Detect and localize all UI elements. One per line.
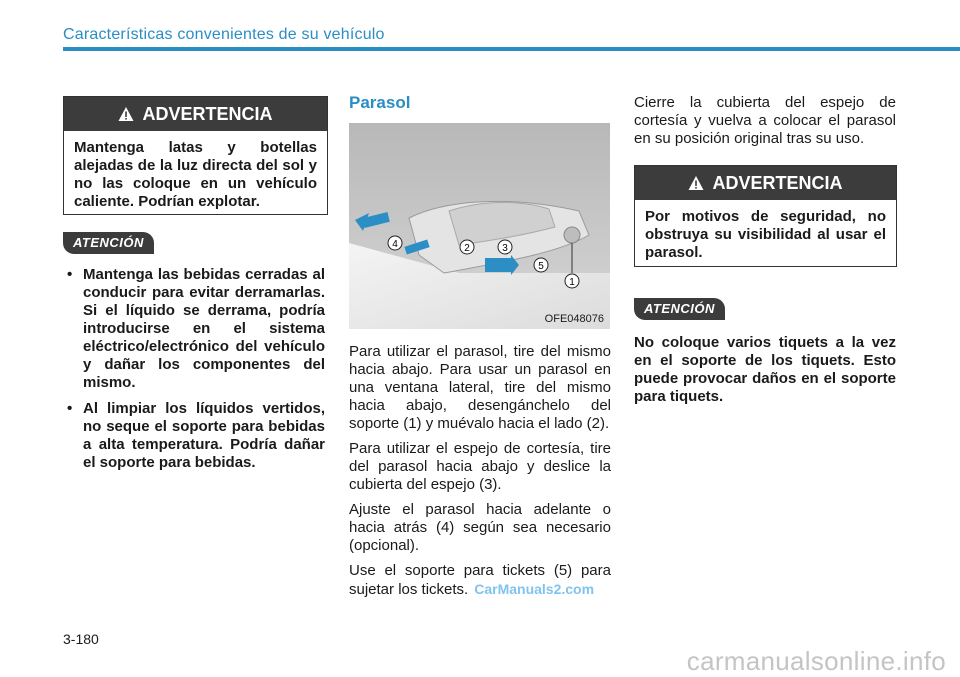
site-watermark: carmanualsonline.info	[686, 646, 946, 676]
sunvisor-illustration	[349, 123, 610, 329]
section-header-title: Características convenientes de su vehículo	[63, 26, 385, 43]
paragraph-with-watermark	[349, 562, 611, 599]
caution-tag-right: ATENCIÓN	[634, 298, 725, 320]
callout-3: 3	[502, 243, 508, 254]
caution-tag-left: ATENCIÓN	[63, 232, 154, 254]
callout-2: 2	[464, 243, 470, 254]
header-rule	[63, 47, 960, 51]
page-number: 3-180	[63, 631, 99, 647]
warning-triangle-icon	[688, 175, 704, 191]
figure-code: OFE048076	[544, 313, 604, 325]
inline-watermark: CarManuals2.com	[474, 581, 595, 597]
callout-4: 4	[392, 239, 398, 250]
caution-item: • Al limpiar los líquidos vertidos, no seque el soporte para bebidas a alta temperatura. Podría dañar el soporte para bebidas.	[63, 400, 325, 472]
section-title: Parasol	[349, 93, 411, 112]
warning-box-left	[63, 96, 328, 215]
warning-text: Mantenga latas y botellas alejadas de la luz directa del sol y no las coloque en un vehículo caliente. Podrían explotar.	[74, 139, 317, 210]
warning-text: Por motivos de seguridad, no obstruya su visibilidad al usar el parasol.	[645, 208, 886, 261]
caution-item: • Mantenga las bebidas cerradas al conducir para evitar derramarlas. Si el líquido se derrama, podría introducirse en el sistema eléctrico/electrónico del vehículo y dañar los componentes del mismo.	[63, 266, 325, 392]
caution-text: No coloque varios tiquets a la vez en el soporte de los tiquets. Esto puede provocar daños en el soporte para tiquets.	[634, 334, 896, 405]
paragraph: Ajuste el parasol hacia adelante o hacia atrás (4) según sea necesario (opcional).	[349, 501, 611, 554]
callout-5: 5	[538, 261, 544, 272]
warning-header	[635, 166, 896, 200]
warning-triangle-icon	[118, 106, 134, 122]
paragraph: Use el soporte para tickets (5) para sujetar los tickets.	[349, 562, 611, 598]
warning-label: ADVERTENCIA	[142, 103, 273, 124]
parasol-instructions	[349, 343, 611, 606]
warning-header	[64, 97, 327, 131]
paragraph: Para utilizar el espejo de cortesía, tire del parasol hacia abajo y deslice la cubierta del espejo (3).	[349, 440, 611, 493]
warning-label: ADVERTENCIA	[712, 172, 843, 193]
closing-paragraph: Cierre la cubierta del espejo de cortesía y vuelva a colocar el parasol en su posición original tras su uso.	[634, 94, 896, 147]
sunvisor-figure	[349, 123, 610, 329]
warning-box-right	[634, 165, 897, 267]
callout-1: 1	[569, 277, 575, 288]
caution-list	[63, 266, 325, 480]
paragraph: Para utilizar el parasol, tire del mismo hacia abajo. Para usar un parasol en una ventana lateral, tire del mismo hacia abajo, desengánchelo del soporte (1) y muévalo hacia el lado (2).	[349, 343, 611, 432]
